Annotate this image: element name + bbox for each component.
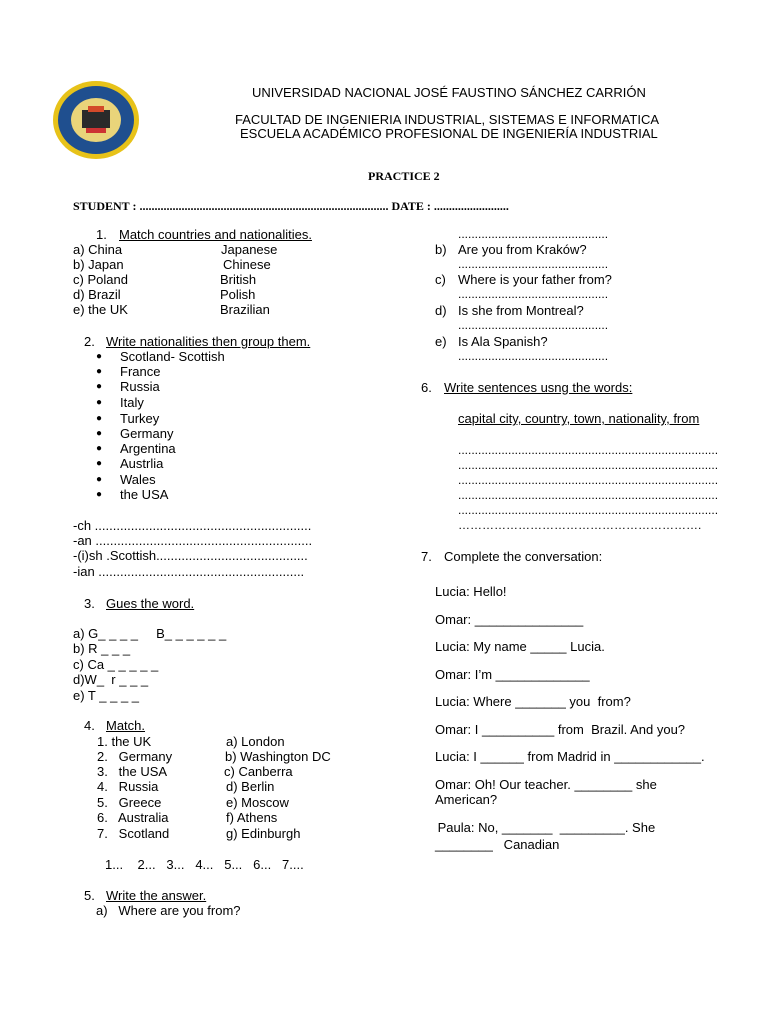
- ex4-right-item: g) Edinburgh: [226, 826, 301, 841]
- ex2-list-item: ● Germany: [120, 426, 173, 441]
- ex2-group-line: -an ............................................................: [73, 533, 313, 548]
- ex6-writing-line: …………………………………………………….: [458, 518, 702, 532]
- ex7-dialogue-line: Lucia: Hello!: [435, 584, 507, 599]
- ex4-right-item: c) Canberra: [224, 764, 293, 779]
- ex3-title: Gues the word.: [106, 596, 195, 611]
- ex4-left-item: 4. Russia: [97, 779, 159, 794]
- ex6-writing-line: ..............................................................................: [458, 443, 719, 457]
- ex6-writing-line: ..............................................................................: [458, 503, 719, 517]
- ex7-dialogue-line: Omar: I’m _____________: [435, 667, 590, 682]
- ex3-item: a) G_ _ _ _ B_ _ _ _ _ _: [73, 626, 227, 641]
- ex7-number: 7.: [421, 549, 432, 564]
- ex2-list-item: ● France: [120, 364, 160, 379]
- ex5-answer-dots: .............................................: [458, 227, 609, 241]
- ex7-dialogue-line: Lucia: My name _____ Lucia.: [435, 639, 605, 654]
- ex2-list-item: ● Wales: [120, 472, 156, 487]
- ex4-left-item: 3. the USA: [97, 764, 168, 779]
- ex2-list-item: ● Scotland- Scottish: [120, 349, 225, 364]
- ex5-question-a: a) Where are you from?: [96, 903, 241, 918]
- ex7-dialogue-line: Paula: No, _______ _________. She: [434, 820, 656, 835]
- ex6-writing-line: ..............................................................................: [458, 458, 719, 472]
- ex4-left-item: 1. the UK: [97, 734, 152, 749]
- ex5-item-question: Are you from Kraków?: [458, 242, 587, 257]
- ex2-number: 2.: [84, 334, 95, 349]
- ex1-left-item: d) Brazil: [73, 287, 121, 302]
- ex1-right-item: British: [220, 272, 257, 287]
- ex5-item-question: Is Ala Spanish?: [458, 334, 548, 349]
- ex4-left-item: 6. Australia: [97, 810, 169, 825]
- ex5-item-label: b): [435, 242, 447, 257]
- ex4-title: Match.: [106, 718, 146, 733]
- ex1-number: 1.: [96, 227, 107, 242]
- ex7-dialogue-line: American?: [435, 792, 498, 807]
- ex6-writing-line: ..............................................................................: [458, 473, 719, 487]
- ex2-list-item: ● Italy: [120, 395, 144, 410]
- faculty-name: FACULTAD DE INGENIERIA INDUSTRIAL, SISTEMAS E INFORMATICA: [235, 112, 660, 127]
- ex1-title: Match countries and nationalities.: [119, 227, 312, 242]
- ex4-right-item: d) Berlin: [226, 779, 275, 794]
- ex2-group-line: -ian .........................................................: [73, 564, 305, 579]
- ex1-left-item: b) Japan: [73, 257, 124, 272]
- ex3-item: e) T _ _ _ _: [73, 688, 140, 703]
- student-date-line: STUDENT : ................................................................................... DATE : .........................: [73, 199, 509, 213]
- ex6-title: Write sentences usng the words:: [444, 380, 633, 395]
- ex2-list-item: ● the USA: [120, 487, 168, 502]
- ex5-item-label: d): [435, 303, 447, 318]
- ex2-list-item: ● Austrlia: [120, 456, 163, 471]
- ex3-number: 3.: [84, 596, 95, 611]
- ex2-list-item: ● Turkey: [120, 411, 159, 426]
- ex6-writing-line: ..............................................................................: [458, 488, 719, 502]
- ex1-right-item: Japanese: [221, 242, 278, 257]
- ex6-number: 6.: [421, 380, 432, 395]
- ex7-dialogue-line: Lucia: I ______ from Madrid in ____________.: [435, 749, 705, 764]
- ex1-right-item: Polish: [220, 287, 256, 302]
- ex5-answer-dots: .............................................: [458, 287, 609, 301]
- ex2-title: Write nationalities then group them.: [106, 334, 311, 349]
- ex5-item-question: Is she from Montreal?: [458, 303, 584, 318]
- ex3-item: d)W_ r _ _ _: [73, 672, 149, 687]
- ex4-right-item: e) Moscow: [226, 795, 289, 810]
- ex4-right-item: f) Athens: [226, 810, 278, 825]
- ex3-item: c) Ca _ _ _ _ _: [73, 657, 159, 672]
- university-name: UNIVERSIDAD NACIONAL JOSÉ FAUSTINO SÁNCHEZ CARRIÓN: [252, 85, 646, 100]
- ex3-item: b) R _ _ _: [73, 641, 131, 656]
- ex4-number: 4.: [84, 718, 95, 733]
- ex1-right-item: Chinese: [223, 257, 271, 272]
- ex7-dialogue-line: Omar: Oh! Our teacher. ________ she: [435, 777, 657, 792]
- ex5-title: Write the answer.: [106, 888, 207, 903]
- school-name: ESCUELA ACADÉMICO PROFESIONAL DE INGENIERÍA INDUSTRIAL: [240, 126, 658, 141]
- ex5-item-label: c): [435, 272, 446, 287]
- ex7-dialogue-line: Omar: I __________ from Brazil. And you?: [435, 722, 686, 737]
- ex7-dialogue-line: Omar: _______________: [435, 612, 584, 627]
- ex5-answer-dots: .............................................: [458, 318, 609, 332]
- ex5-number: 5.: [84, 888, 95, 903]
- ex5-answer-dots: .............................................: [458, 349, 609, 363]
- ex2-list-item: ● Argentina: [120, 441, 176, 456]
- ex7-dialogue-line: Lucia: Where _______ you from?: [435, 694, 631, 709]
- page-title: PRACTICE 2: [368, 169, 440, 183]
- ex1-left-item: e) the UK: [73, 302, 128, 317]
- ex1-left-item: c) Poland: [73, 272, 128, 287]
- ex6-words: capital city, country, town, nationality, from: [458, 411, 700, 426]
- ex4-right-item: a) London: [226, 734, 285, 749]
- ex7-title: Complete the conversation:: [444, 549, 603, 564]
- ex1-left-item: a) China: [73, 242, 123, 257]
- university-logo: [52, 80, 140, 160]
- ex2-list-item: ● Russia: [120, 379, 160, 394]
- ex4-left-item: 5. Greece: [97, 795, 162, 810]
- ex4-left-item: 7. Scotland: [97, 826, 170, 841]
- ex5-item-label: e): [435, 334, 447, 349]
- ex4-right-item: b) Washington DC: [225, 749, 331, 764]
- ex2-group-line: -ch ............................................................: [73, 518, 312, 533]
- ex7-dialogue-line: ________ Canadian: [435, 837, 560, 852]
- ex5-item-question: Where is your father from?: [458, 272, 612, 287]
- ex4-answer-line: 1... 2... 3... 4... 5... 6... 7....: [105, 857, 304, 872]
- ex1-right-item: Brazilian: [220, 302, 270, 317]
- ex4-left-item: 2. Germany: [97, 749, 173, 764]
- ex2-group-line: -(i)sh .Scottish..........................................: [73, 548, 308, 563]
- ex5-answer-dots: .............................................: [458, 257, 609, 271]
